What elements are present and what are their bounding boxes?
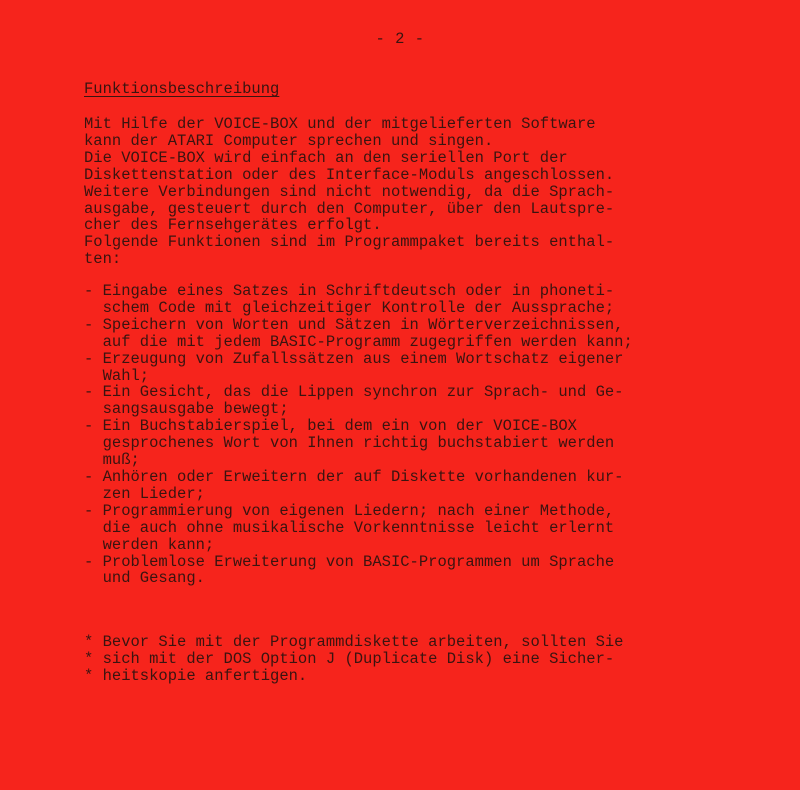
- text-line: kann der ATARI Computer sprechen und singen.: [84, 131, 494, 150]
- list-line: - Speichern von Worten und Sätzen in Wörterverzeichnissen,: [84, 315, 624, 334]
- page-number: - 2 -: [375, 30, 425, 48]
- list-line: schem Code mit gleichzeitiger Kontrolle der Aussprache;: [84, 298, 615, 317]
- note-line: * sich mit der DOS Option J (Duplicate Disk) eine Sicher-: [84, 649, 615, 668]
- note-line: * heitskopie anfertigen.: [84, 666, 308, 685]
- text-line: Mit Hilfe der VOICE-BOX und der mitgelieferten Software: [84, 115, 596, 133]
- text-line: ten:: [84, 250, 122, 269]
- text-line: Diskettenstation oder des Interface-Moduls angeschlossen.: [84, 165, 615, 184]
- list-line: - Erzeugung von Zufallssätzen aus einem Wortschatz eigener: [84, 349, 624, 368]
- list-line: - Ein Gesicht, das die Lippen synchron zur Sprach- und Ge-: [84, 383, 624, 402]
- list-line: die auch ohne musikalische Vorkenntnisse leicht erlernt: [84, 518, 615, 537]
- list-line: und Gesang.: [84, 569, 205, 588]
- list-line: - Ein Buchstabierspiel, bei dem ein von der VOICE-BOX: [84, 417, 577, 436]
- note-line: * Bevor Sie mit der Programmdiskette arbeiten, sollten Sie: [84, 633, 624, 651]
- list-line: muß;: [84, 451, 140, 470]
- list-line: auf die mit jedem BASIC-Programm zugegriffen werden kann;: [84, 332, 633, 351]
- list-line: - Eingabe eines Satzes in Schriftdeutsch oder in phoneti-: [84, 282, 615, 300]
- list-line: - Programmierung von eigenen Liedern; nach einer Methode,: [84, 501, 615, 520]
- list-line: - Anhören oder Erweitern der auf Diskette vorhandenen kur-: [84, 467, 624, 486]
- intro-paragraph: [84, 116, 614, 268]
- feature-list: [84, 283, 633, 587]
- list-line: werden kann;: [84, 535, 215, 554]
- list-line: zen Lieder;: [84, 484, 205, 503]
- text-line: Die VOICE-BOX wird einfach an den seriellen Port der: [84, 148, 568, 167]
- section-heading: Funktionsbeschreibung: [84, 80, 280, 98]
- text-line: cher des Fernsehgerätes erfolgt.: [84, 216, 382, 235]
- list-line: gesprochenes Wort von Ihnen richtig buchstabiert werden: [84, 434, 615, 453]
- text-line: Weitere Verbindungen sind nicht notwendig, da die Sprach-: [84, 182, 615, 201]
- list-line: Wahl;: [84, 366, 150, 385]
- list-line: sangsausgabe bewegt;: [84, 400, 289, 419]
- backup-note: [84, 634, 624, 685]
- text-line: Folgende Funktionen sind im Programmpaket bereits enthal-: [84, 233, 615, 252]
- list-line: - Problemlose Erweiterung von BASIC-Programmen um Sprache: [84, 552, 615, 571]
- text-line: ausgabe, gesteuert durch den Computer, über den Lautspre-: [84, 199, 615, 218]
